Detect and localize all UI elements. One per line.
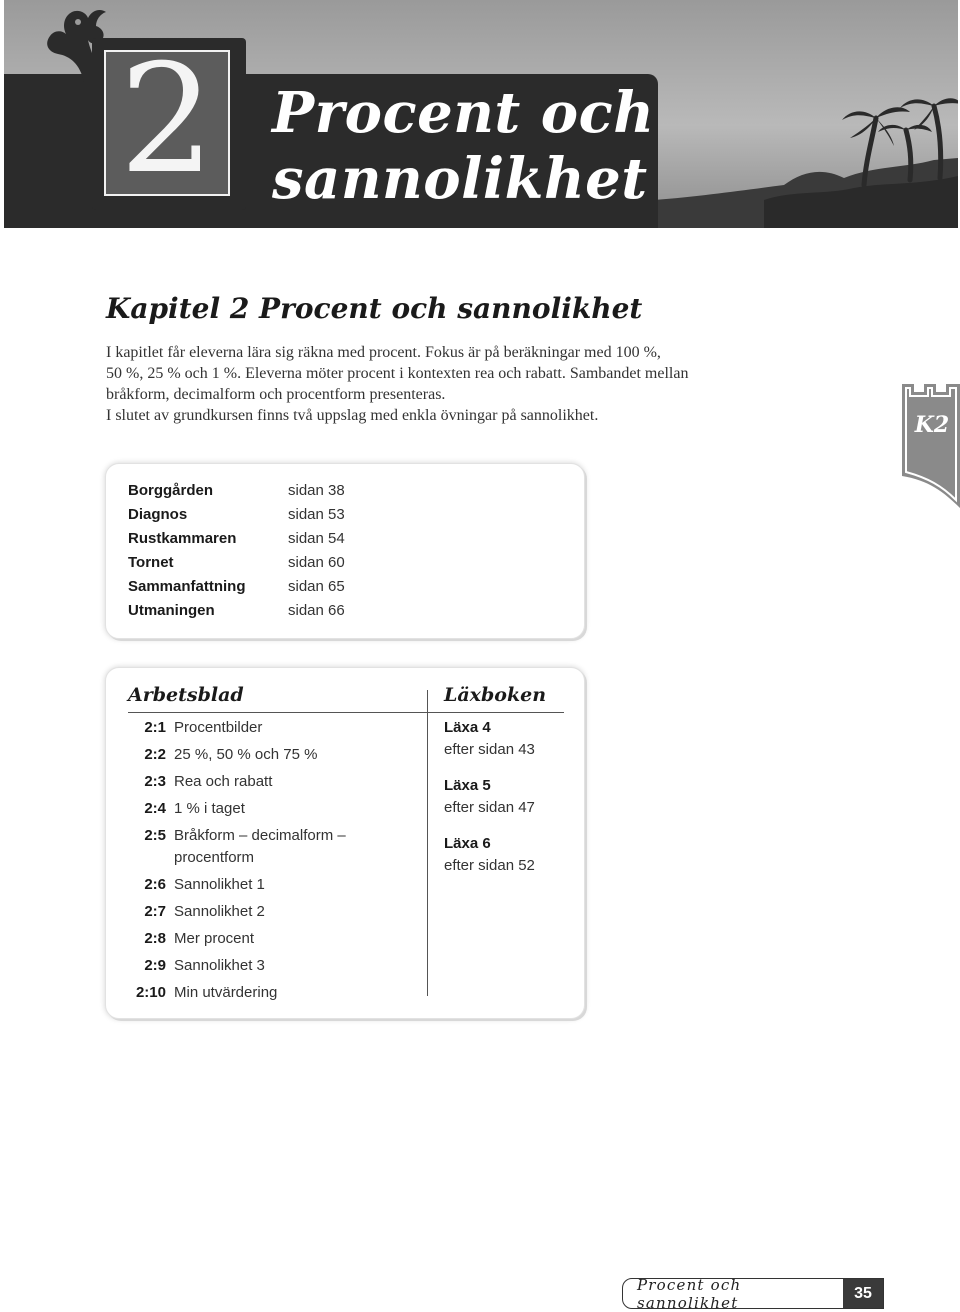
worksheet-title: Rea och rabatt: [174, 773, 273, 790]
intro-paragraph: [106, 342, 726, 426]
homework-page: efter sidan 47: [444, 799, 535, 816]
worksheet-title: Mer procent: [174, 930, 255, 947]
section-name: Rustkammaren: [128, 530, 237, 547]
homework-page: efter sidan 43: [444, 741, 535, 758]
worksheet-title: Sannolikhet 3: [174, 957, 265, 974]
chapter-tab-label: K2: [914, 412, 950, 438]
homework-item: [444, 833, 574, 877]
section-page: sidan 53: [288, 506, 345, 523]
worksheet-code: 2:8: [144, 930, 166, 947]
chapter-title-line1: Procent och: [272, 80, 655, 146]
worksheet-code: 2:5: [144, 827, 166, 844]
chapter-number-frame: [104, 33, 230, 207]
section-page: sidan 38: [288, 482, 345, 499]
chapter-title-line2: sannolikhet: [272, 146, 648, 212]
section-page: sidan 54: [288, 530, 345, 547]
chapter-number: 2: [119, 33, 215, 207]
worksheet-code: 2:7: [144, 903, 166, 920]
page-footer: [622, 1278, 884, 1309]
worksheet-code: 2:2: [144, 746, 166, 763]
section-page: sidan 65: [288, 578, 345, 595]
section-name: Borggården: [128, 482, 214, 499]
section-row: [128, 530, 548, 554]
worksheet-title: Bråkform – decimalform – procentform: [174, 827, 346, 866]
section-row: [128, 554, 548, 578]
section-page: sidan 60: [288, 554, 345, 571]
homework-label: Läxa 6: [444, 835, 491, 852]
homework-heading: Läxboken: [444, 684, 547, 706]
worksheet-code: 2:3: [144, 773, 166, 790]
homework-item: [444, 717, 574, 761]
section-row: [128, 482, 548, 506]
worksheet-title: 1 % i taget: [174, 800, 245, 817]
worksheet-code: 2:1: [144, 719, 166, 736]
column-divider: [427, 690, 428, 996]
intro-line: 50 %, 25 % och 1 %. Eleverna möter procent i kontexten rea och rabatt. Sambandet mellan: [106, 365, 689, 382]
worksheet-code: 2:6: [144, 876, 166, 893]
chapter-title: [272, 80, 654, 212]
intro-line: bråkform, decimalform och procentform presenteras.: [106, 386, 446, 403]
heading-divider: [128, 712, 564, 713]
worksheet-title: 25 %, 50 % och 75 %: [174, 746, 318, 763]
sections-box: [105, 463, 585, 639]
worksheet-title: Sannolikhet 2: [174, 903, 265, 920]
worksheet-code: 2:10: [135, 984, 166, 1001]
section-name: Utmaningen: [128, 602, 215, 619]
section-name: Tornet: [128, 554, 174, 571]
chapter-tab-tower-icon: [900, 384, 960, 508]
homework-label: Läxa 4: [444, 719, 491, 736]
footer-title: Procent och sannolikhet: [637, 1278, 742, 1309]
homework-page: efter sidan 52: [444, 857, 535, 874]
section-name: Diagnos: [128, 506, 188, 523]
worksheet-code: 2:9: [144, 957, 166, 974]
section-row: [128, 578, 548, 602]
worksheet-title: Min utvärdering: [174, 984, 278, 1001]
page-number: 35: [843, 1279, 883, 1308]
intro-heading: Kapitel 2 Procent och sannolikhet: [106, 292, 643, 325]
worksheet-title: Sannolikhet 1: [174, 876, 265, 893]
resources-box: [105, 667, 585, 1019]
section-row: [128, 602, 548, 626]
section-row: [128, 506, 548, 530]
worksheet-title: Procentbilder: [174, 719, 263, 736]
section-page: sidan 66: [288, 602, 345, 619]
section-name: Sammanfattning: [128, 578, 246, 595]
homework-label: Läxa 5: [444, 777, 491, 794]
chapter-number-box: [92, 33, 246, 210]
worksheet-code: 2:4: [144, 800, 166, 817]
worksheets-heading: Arbetsblad: [128, 684, 244, 706]
intro-line: I slutet av grundkursen finns två uppslag med enkla övningar på sannolikhet.: [106, 407, 599, 424]
homework-item: [444, 775, 574, 819]
intro-line: I kapitlet får eleverna lära sig räkna med procent. Fokus är på beräkningar med 100 %,: [106, 344, 661, 361]
